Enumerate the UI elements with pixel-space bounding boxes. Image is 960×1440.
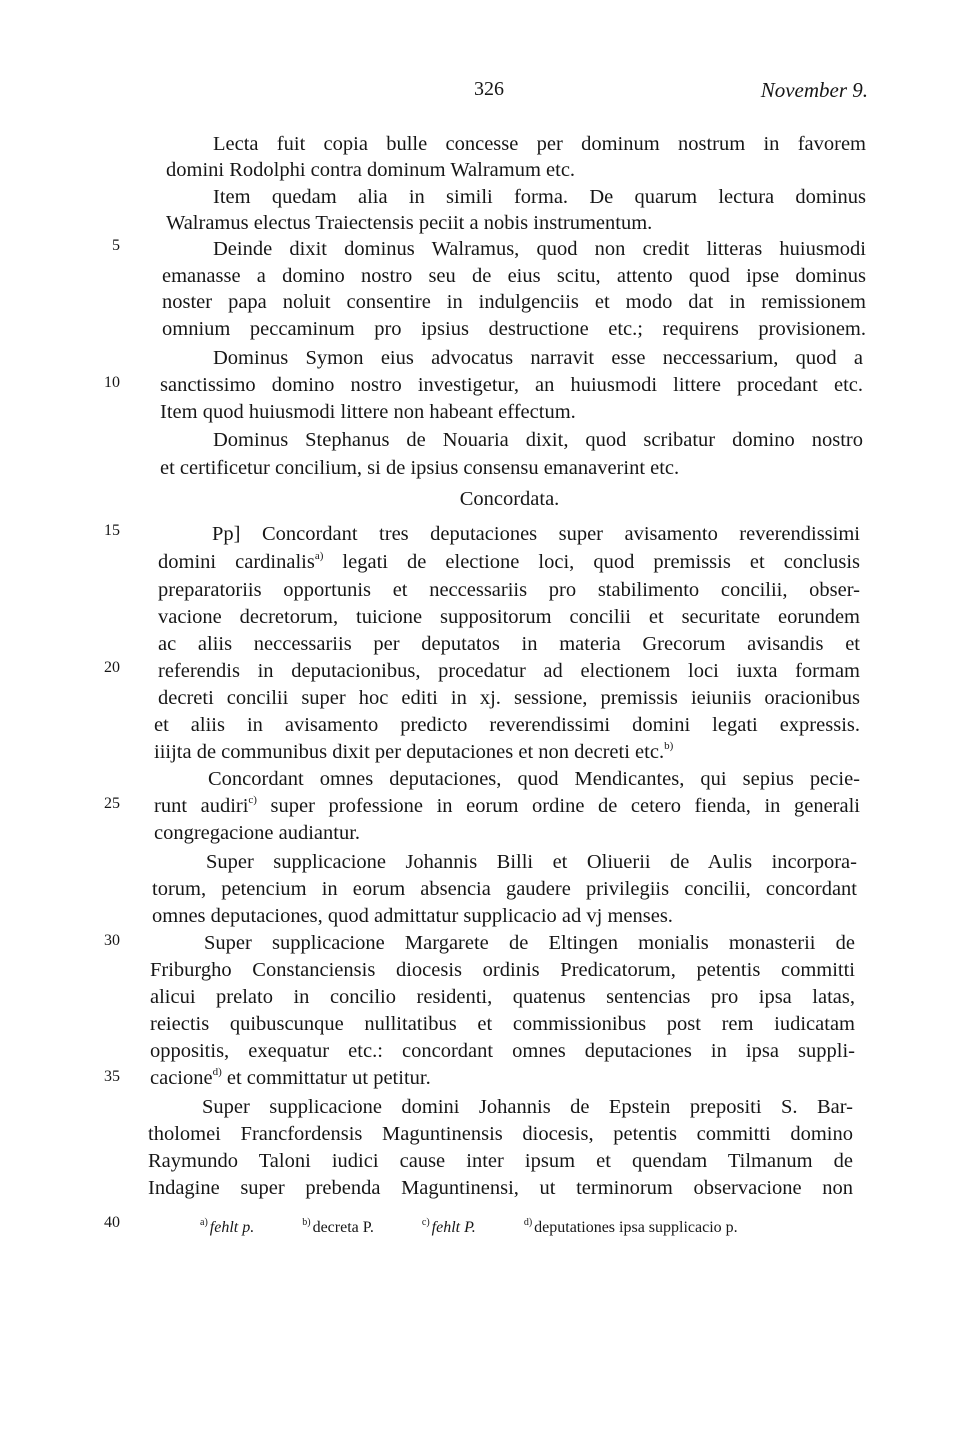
page-header [0,72,960,112]
text-line: Indagine super prebenda Maguntinensi, ut terminorum observacione non [148,1177,853,1199]
text-line: Super supplicacione domini Johannis de Epstein prepositi S. Bar- [202,1096,853,1118]
text-line: reiectis quibuscunque nullitatibus et commissionibus post rem iudicatam [150,1013,855,1035]
text-line: Lecta fuit copia bulle concesse per dominum nostrum in favorem [213,133,866,155]
text-line: et aliis in avisamento predicto reverendissimi domini legati expressis. [154,714,860,736]
text-line: cacione$^{d)}$ et committatur ut petitur. [150,1066,431,1089]
footnotes [200,1218,738,1236]
text-line: tholomei Francfordensis Maguntinensis diocesis, petentis committi domino [148,1123,853,1145]
text-line: Super supplicacione Johannis Billi et Oliuerii de Aulis incorpora- [206,851,857,873]
text-line: Item quedam alia in simili forma. De quarum lectura dominus [213,186,866,208]
footnote-a: $^{a)}$ fehlt p. [200,1217,255,1236]
text-line: Super supplicacione Margarete de Eltingen monialis monasterii de [204,932,855,954]
text-line: noster papa noluit consentire in indulgenciis et modo dat in remissionem [162,291,866,313]
line-number-10: 10 [104,374,120,391]
line-number-35: 35 [104,1068,120,1085]
line-number-25: 25 [104,795,120,812]
text-line: Walramus electus Traiectensis peciit a nobis instrumentum. [166,212,653,234]
running-head: November 9. [760,78,868,102]
text-line: congregacione audiantur. [154,822,361,844]
line-number-15: 15 [104,522,120,539]
line-number-20: 20 [104,659,120,676]
text-line: Dominus Symon eius advocatus narravit esse neccessarium, quod a [213,347,863,369]
text-line: sanctissimo domino nostro investigetur, an huiusmodi littere procedant etc. [160,374,863,396]
footnote-d: $^{d)}$ deputationes ipsa supplicacio p. [523,1217,738,1236]
text-line: Deinde dixit dominus Walramus, quod non credit litteras huiusmodi [213,238,866,260]
section-heading: Concordata. [459,488,560,510]
text-line: Dominus Stephanus de Nouaria dixit, quod scribatur domino nostro [213,429,863,451]
text-line: iiijta de communibus dixit per deputaciones et non decreti etc.$^{b)}$ [154,740,674,763]
footnote-mark-a: a) [314,550,324,562]
text-line: vacione decretorum, tuicione suppositorum concilii et securitate eorundem [158,606,860,628]
page-number: 326 [474,78,504,100]
line-number-40: 40 [104,1214,120,1231]
footnote-mark-d: d) [212,1066,222,1078]
text-line: preparatoriis opportunis et neccessariis pro stabilimento concilii, obser- [158,579,860,601]
text-line: Raymundo Taloni iudici cause inter ipsum et quendam Tilmanum de [148,1150,853,1172]
text-line: Pp] Concordant tres deputaciones super avisamento reverendissimi [212,523,860,545]
line-number-5: 5 [112,237,120,254]
text-line: omnes deputaciones, quod admittatur supplicacio ad vj menses. [152,905,673,927]
footnote-c: $^{c)}$ fehlt P. [421,1217,476,1236]
text-line: emanasse a domino nostro seu de eius scitu, attento quod ipse dominus [162,265,866,287]
text-line: domini Rodolphi contra dominum Walramum etc. [166,159,576,181]
text-line: domini cardinalis$^{a)}$ legati de electione loci, quod premissis et conclusis [158,550,861,573]
footnote-mark-b: b) [664,740,674,752]
footnote-mark-c: c) [248,794,257,806]
footnote-b: $^{b)}$ decreta P. [302,1217,374,1236]
text-line: et certificetur concilium, si de ipsius consensu emanaverint etc. [160,457,680,479]
text-line: Item quod huiusmodi littere non habeant effectum. [160,401,576,423]
text-line: alicui prelato in concilio residenti, quatenus sentencias pro ipsa latas, [150,986,855,1008]
text-line: referendis in deputacionibus, procedatur ad electionem loci iuxta formam [158,660,860,682]
text-line: Concordant omnes deputaciones, quod Mendicantes, qui sepius pecie- [208,768,860,790]
text-line: oppositis, exequatur etc.: concordant omnes deputaciones in ipsa suppli- [150,1040,855,1062]
text-line: ac aliis neccessariis per deputatos in materia Grecorum avisandis et [158,633,860,655]
line-number-30: 30 [104,932,120,949]
text-line: runt audiri$^{c)}$ super professione in eorum ordine de cetero fienda, in generali [154,794,860,817]
text-line: torum, petencium in eorum absencia gaudere privilegiis concilii, concordant [152,878,857,900]
text-line: decreti concilii super hoc editi in xj. sessione, premissis ieiuniis oracionibus [158,687,860,709]
text-line: omnium peccaminum pro ipsius destructione etc.; requirens provisionem. [162,318,866,340]
text-line: Friburgho Constanciensis diocesis ordinis Predicatorum, petentis committi [150,959,855,981]
